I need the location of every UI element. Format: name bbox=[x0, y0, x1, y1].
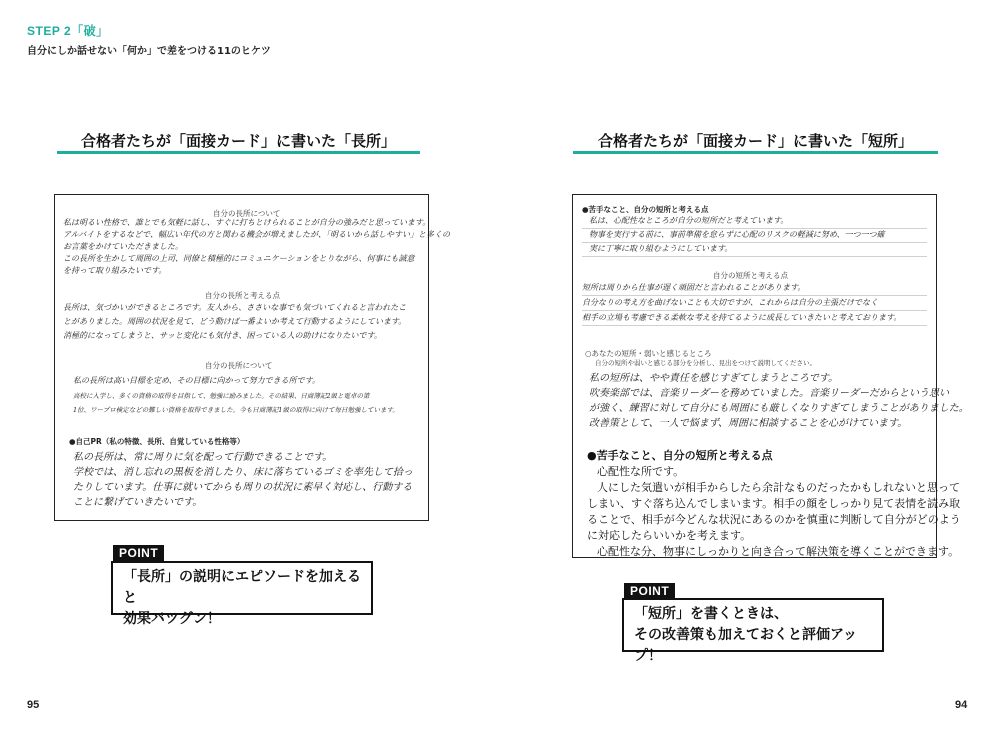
step-heading: STEP 2「破」 bbox=[27, 24, 109, 38]
right-block4-line: 心配性な所です。 bbox=[597, 465, 685, 478]
left-block2-line: とがありました。周囲の状況を見て、どう動けば一番よいか考えて行動するようにしています。 bbox=[63, 317, 407, 326]
right-block1-line: 実に丁寧に取り組むようにしています。 bbox=[589, 244, 733, 253]
left-point-line: 効果バツグン！ bbox=[123, 611, 221, 627]
right-block1-rule bbox=[582, 256, 927, 257]
right-block1-label: ●苦手なこと、自分の短所と考える点 bbox=[582, 205, 709, 214]
left-block1-line: アルバイトをするなどで、幅広い年代の方と関わる機会が増えましたが、「明るいから話しやすい」と多くの bbox=[63, 230, 450, 239]
left-block4-line: 学校では、消し忘れの黒板を消したり、床に落ちているゴミを率先して拾っ bbox=[73, 467, 413, 478]
right-block3-subtext: 自分の短所や弱いと感じる部分を分析し、見出をつけて説明してください。 bbox=[595, 359, 816, 367]
left-block1-label: 自分の長所について bbox=[213, 209, 281, 218]
left-point-tag: POINT bbox=[113, 545, 164, 561]
step-subtitle: 自分にしか話せない「何か」で差をつける11のヒケツ bbox=[27, 46, 271, 57]
left-block4-line: ことに繋げていきたいです。 bbox=[73, 497, 203, 508]
right-point-tag: POINT bbox=[624, 583, 675, 599]
right-block4-line: 人にした気遣いが相手からしたら余計なものだったかもしれないと思って bbox=[597, 481, 960, 494]
right-block2-line: 相手の立場も考慮できる柔軟な考えを持てるように成長していきたいと考えております。 bbox=[582, 313, 902, 322]
left-block1-line: この長所を生かして周囲の上司、同僚と積極的にコミュニケーションをとりながら、何事にも誠意 bbox=[63, 254, 415, 263]
right-block3-label: ○あなたの短所・弱いと感じるところ bbox=[585, 349, 712, 358]
right-block2-label: 自分の短所と考える点 bbox=[713, 271, 788, 280]
left-title-rule bbox=[57, 151, 420, 154]
left-block2-label: 自分の長所と考える点 bbox=[205, 291, 280, 300]
left-block3-line: 1位、ワープロ検定などの難しい資格を取得できました。今も日商簿記1級の取得に向けて毎日勉強しています。 bbox=[73, 406, 399, 414]
right-block2-rule bbox=[582, 295, 927, 296]
right-block2-rule bbox=[582, 310, 927, 311]
left-block4-label: ●自己PR（私の特徴、長所、自覚している性格等） bbox=[69, 437, 245, 446]
right-block2-line: 自分なりの考え方を曲げないことも大切ですが、これからは自分の主張だけでなく bbox=[582, 298, 878, 307]
left-block2-line: 長所は、気づかいができるところです。友人から、ささいな事でも気づいてくれると言われたこ bbox=[63, 303, 407, 312]
left-page-number: 95 bbox=[27, 699, 40, 711]
left-section-title: 合格者たちが「面接カード」に書いた「長所」 bbox=[80, 132, 396, 150]
right-interview-card bbox=[572, 194, 969, 558]
right-point-box bbox=[622, 598, 884, 664]
left-block1-line: 私は明るい性格で、誰とでも気軽に話し、すぐに打ちとけられることが自分の強みだと思っています。 bbox=[63, 218, 431, 227]
left-block3-line: 私の長所は高い目標を定め、その目標に向かって努力できる所です。 bbox=[73, 376, 321, 385]
right-block2-line: 短所は周りから仕事が遅く頑固だと言われることがあります。 bbox=[582, 283, 806, 292]
right-point-line: その改善策も加えておくと評価アップ！ bbox=[634, 627, 858, 664]
right-section-title: 合格者たちが「面接カード」に書いた「短所」 bbox=[597, 132, 913, 150]
left-block3-line: 高校に入学し、多くの資格の取得を目指して、勉強に励みました。その結果、日商簿記2級と電卓の第 bbox=[73, 392, 370, 400]
right-block4-line: ることで、相手が今どんな状況にあるのかを慎重に判断して自分がどのよう bbox=[587, 513, 961, 526]
right-block3-line: 私の短所は、やや責任を感じすぎてしまうところです。 bbox=[589, 373, 839, 384]
left-block4-line: たりしています。仕事に就いてからも周りの状況に素早く対応し、行動する bbox=[73, 482, 413, 493]
right-block3-line: 改善策として、一人で悩まず、周囲に相談することを心がけています。 bbox=[589, 418, 908, 429]
left-point-box bbox=[111, 561, 373, 627]
right-block4-line: しまい、すぐ落ち込んでしまいます。相手の顔をしっかり見て表情を読み取 bbox=[587, 497, 961, 510]
right-block3-line: 吹奏楽部では、音楽リーダーを務めていました。音楽リーダーだからという思い bbox=[589, 388, 949, 399]
right-block1-line: 私は、心配性なところが自分の短所だと考えています。 bbox=[589, 216, 789, 225]
left-block1-line: を持って取り組みたいです。 bbox=[63, 266, 167, 275]
left-block4-line: 私の長所は、常に周りに気を配って行動できることです。 bbox=[73, 452, 333, 463]
right-block1-line: 物事を実行する前に、事前準備を怠らずに心配のリスクの軽減に努め、一つ一つ確 bbox=[589, 230, 885, 239]
left-block2-line: 消極的になってしまうと、サッと変化にも気付き、困っている人の助けになりたいです。 bbox=[63, 331, 382, 340]
right-block4-line: 心配性な分、物事にしっかりと向き合って解決策を導くことができます。 bbox=[597, 545, 960, 558]
right-point-line: 「短所」を書くときは、 bbox=[634, 606, 788, 622]
left-block1-line: お言葉をかけていただきました。 bbox=[63, 242, 183, 251]
right-block2-rule bbox=[582, 325, 927, 326]
right-block4-line: に対応したらいいかを考えます。 bbox=[587, 529, 752, 542]
left-point-line: 「長所」の説明にエピソードを加えると bbox=[123, 569, 361, 606]
right-page-number: 94 bbox=[955, 699, 968, 711]
right-title-rule bbox=[573, 151, 938, 154]
left-block3-label: 自分の長所について bbox=[205, 361, 273, 370]
right-block4-label: ●苦手なこと、自分の短所と考える点 bbox=[587, 449, 773, 462]
left-interview-card bbox=[54, 194, 450, 521]
right-block3-line: が強く、練習に対して自分にも周囲にも厳しくなりすぎてしまうことがありました。 bbox=[589, 403, 969, 414]
